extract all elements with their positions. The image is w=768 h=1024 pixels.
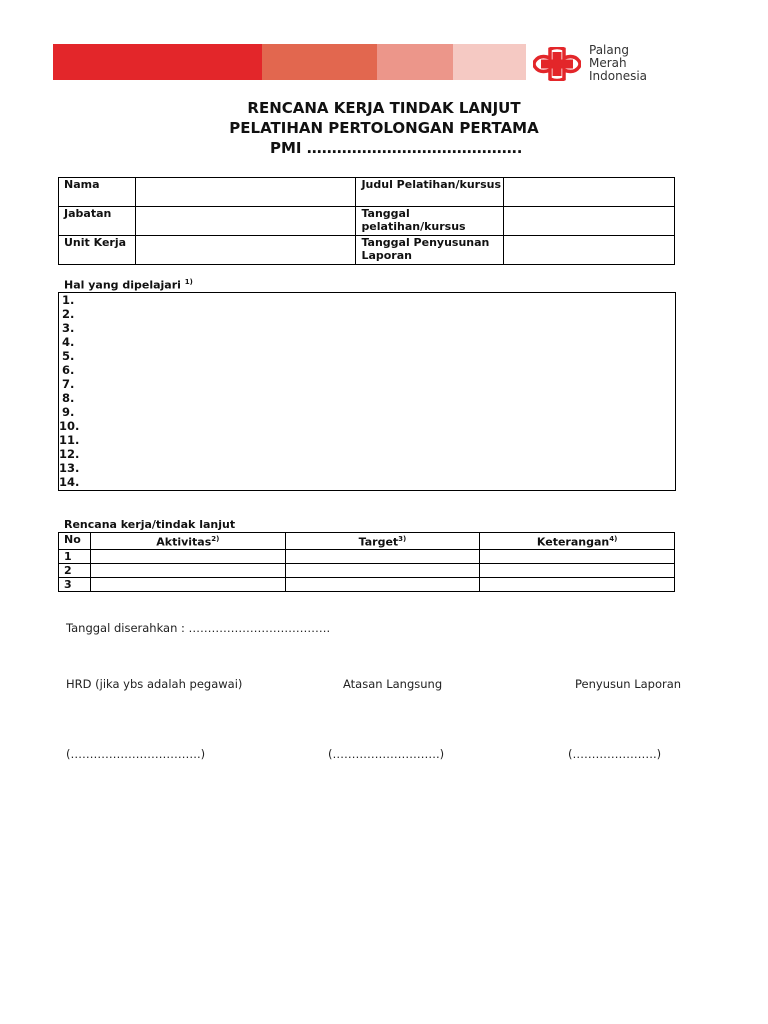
learned-section-label [64, 278, 193, 292]
jabatan-label: Jabatan [59, 207, 136, 236]
list-item: 2. [62, 307, 75, 321]
header-bar-salmon [377, 44, 453, 80]
row-number: 1 [59, 549, 91, 563]
header-bar-pink [453, 44, 526, 80]
tanggal-pelatihan-label: Tanggal pelatihan/kursus [356, 207, 504, 236]
aktivitas-header [90, 533, 285, 550]
doc-title-line-3: PMI ……………………………………. [270, 139, 523, 157]
hrd-label: HRD (jika ybs adalah pegawai) [66, 677, 243, 691]
jabatan-field[interactable] [135, 207, 356, 236]
no-header: No [59, 533, 91, 550]
header-bar-orange [262, 44, 377, 80]
list-item: 1. [62, 293, 75, 307]
tanggal-pelatihan-field[interactable] [504, 207, 675, 236]
keterangan-header [480, 533, 675, 550]
plan-section-label: Rencana kerja/tindak lanjut [64, 518, 236, 531]
logo-line-1: Palang [589, 43, 629, 57]
target-cell[interactable] [285, 577, 480, 591]
info-table [58, 177, 675, 265]
list-item: 7. [62, 377, 75, 391]
row-number: 2 [59, 563, 91, 577]
table-row [59, 563, 675, 577]
list-item: 9. [62, 405, 75, 419]
learned-list-box[interactable] [58, 292, 676, 491]
aktivitas-cell[interactable] [90, 577, 285, 591]
target-header-text: Target [358, 535, 399, 549]
penyusun-signature-line: (………………….) [568, 747, 662, 761]
atasan-label: Atasan Langsung [343, 677, 443, 691]
aktivitas-note: 2) [211, 535, 220, 543]
logo-line-2: Merah [589, 56, 627, 70]
info-row [59, 236, 675, 265]
list-item: 4. [62, 335, 75, 349]
list-item: 5. [62, 349, 75, 363]
judul-label: Judul Pelatihan/kursus [356, 178, 504, 207]
unit-kerja-field[interactable] [135, 236, 356, 265]
keterangan-note: 4) [609, 535, 618, 543]
hrd-signature-line: (…………………………….) [66, 747, 206, 761]
judul-field[interactable] [504, 178, 675, 207]
list-item: 3. [62, 321, 75, 335]
list-item: 14. [59, 475, 80, 489]
doc-title-line-1: RENCANA KERJA TINDAK LANJUT [247, 99, 521, 117]
logo-line-3: Indonesia [589, 69, 648, 83]
doc-title-line-2: PELATIHAN PERTOLONGAN PERTAMA [229, 119, 539, 137]
aktivitas-cell[interactable] [90, 549, 285, 563]
target-cell[interactable] [285, 563, 480, 577]
tanggal-penyusunan-field[interactable] [504, 236, 675, 265]
penyusun-label: Penyusun Laporan [575, 677, 682, 691]
header-bar-red [53, 44, 262, 80]
plan-table [58, 532, 675, 592]
atasan-signature-line: (……………………….) [328, 747, 445, 761]
unit-kerja-label: Unit Kerja [59, 236, 136, 265]
list-item: 11. [59, 433, 80, 447]
table-row [59, 549, 675, 563]
red-cross-icon [533, 47, 581, 81]
info-row [59, 207, 675, 236]
table-row [59, 577, 675, 591]
list-item: 12. [59, 447, 80, 461]
learned-note: 1) [184, 278, 193, 286]
target-note: 3) [398, 535, 407, 543]
keterangan-cell[interactable] [480, 549, 675, 563]
learned-label: Hal yang dipelajari [64, 278, 181, 292]
pmi-logo [533, 44, 673, 84]
nama-label: Nama [59, 178, 136, 207]
aktivitas-header-text: Aktivitas [156, 535, 212, 549]
keterangan-cell[interactable] [480, 563, 675, 577]
nama-field[interactable] [135, 178, 356, 207]
plan-header-row [59, 533, 675, 550]
list-item: 8. [62, 391, 75, 405]
tanggal-diserahkan: Tanggal diserahkan : ………………………………. [66, 621, 331, 635]
list-item: 6. [62, 363, 75, 377]
info-row [59, 178, 675, 207]
row-number: 3 [59, 577, 91, 591]
aktivitas-cell[interactable] [90, 563, 285, 577]
list-item: 10. [59, 419, 80, 433]
tanggal-penyusunan-label: Tanggal Penyusunan Laporan [356, 236, 504, 265]
keterangan-header-text: Keterangan [536, 535, 610, 549]
target-header [285, 533, 480, 550]
list-item: 13. [59, 461, 80, 475]
logo-wordmark [589, 44, 647, 83]
keterangan-cell[interactable] [480, 577, 675, 591]
target-cell[interactable] [285, 549, 480, 563]
